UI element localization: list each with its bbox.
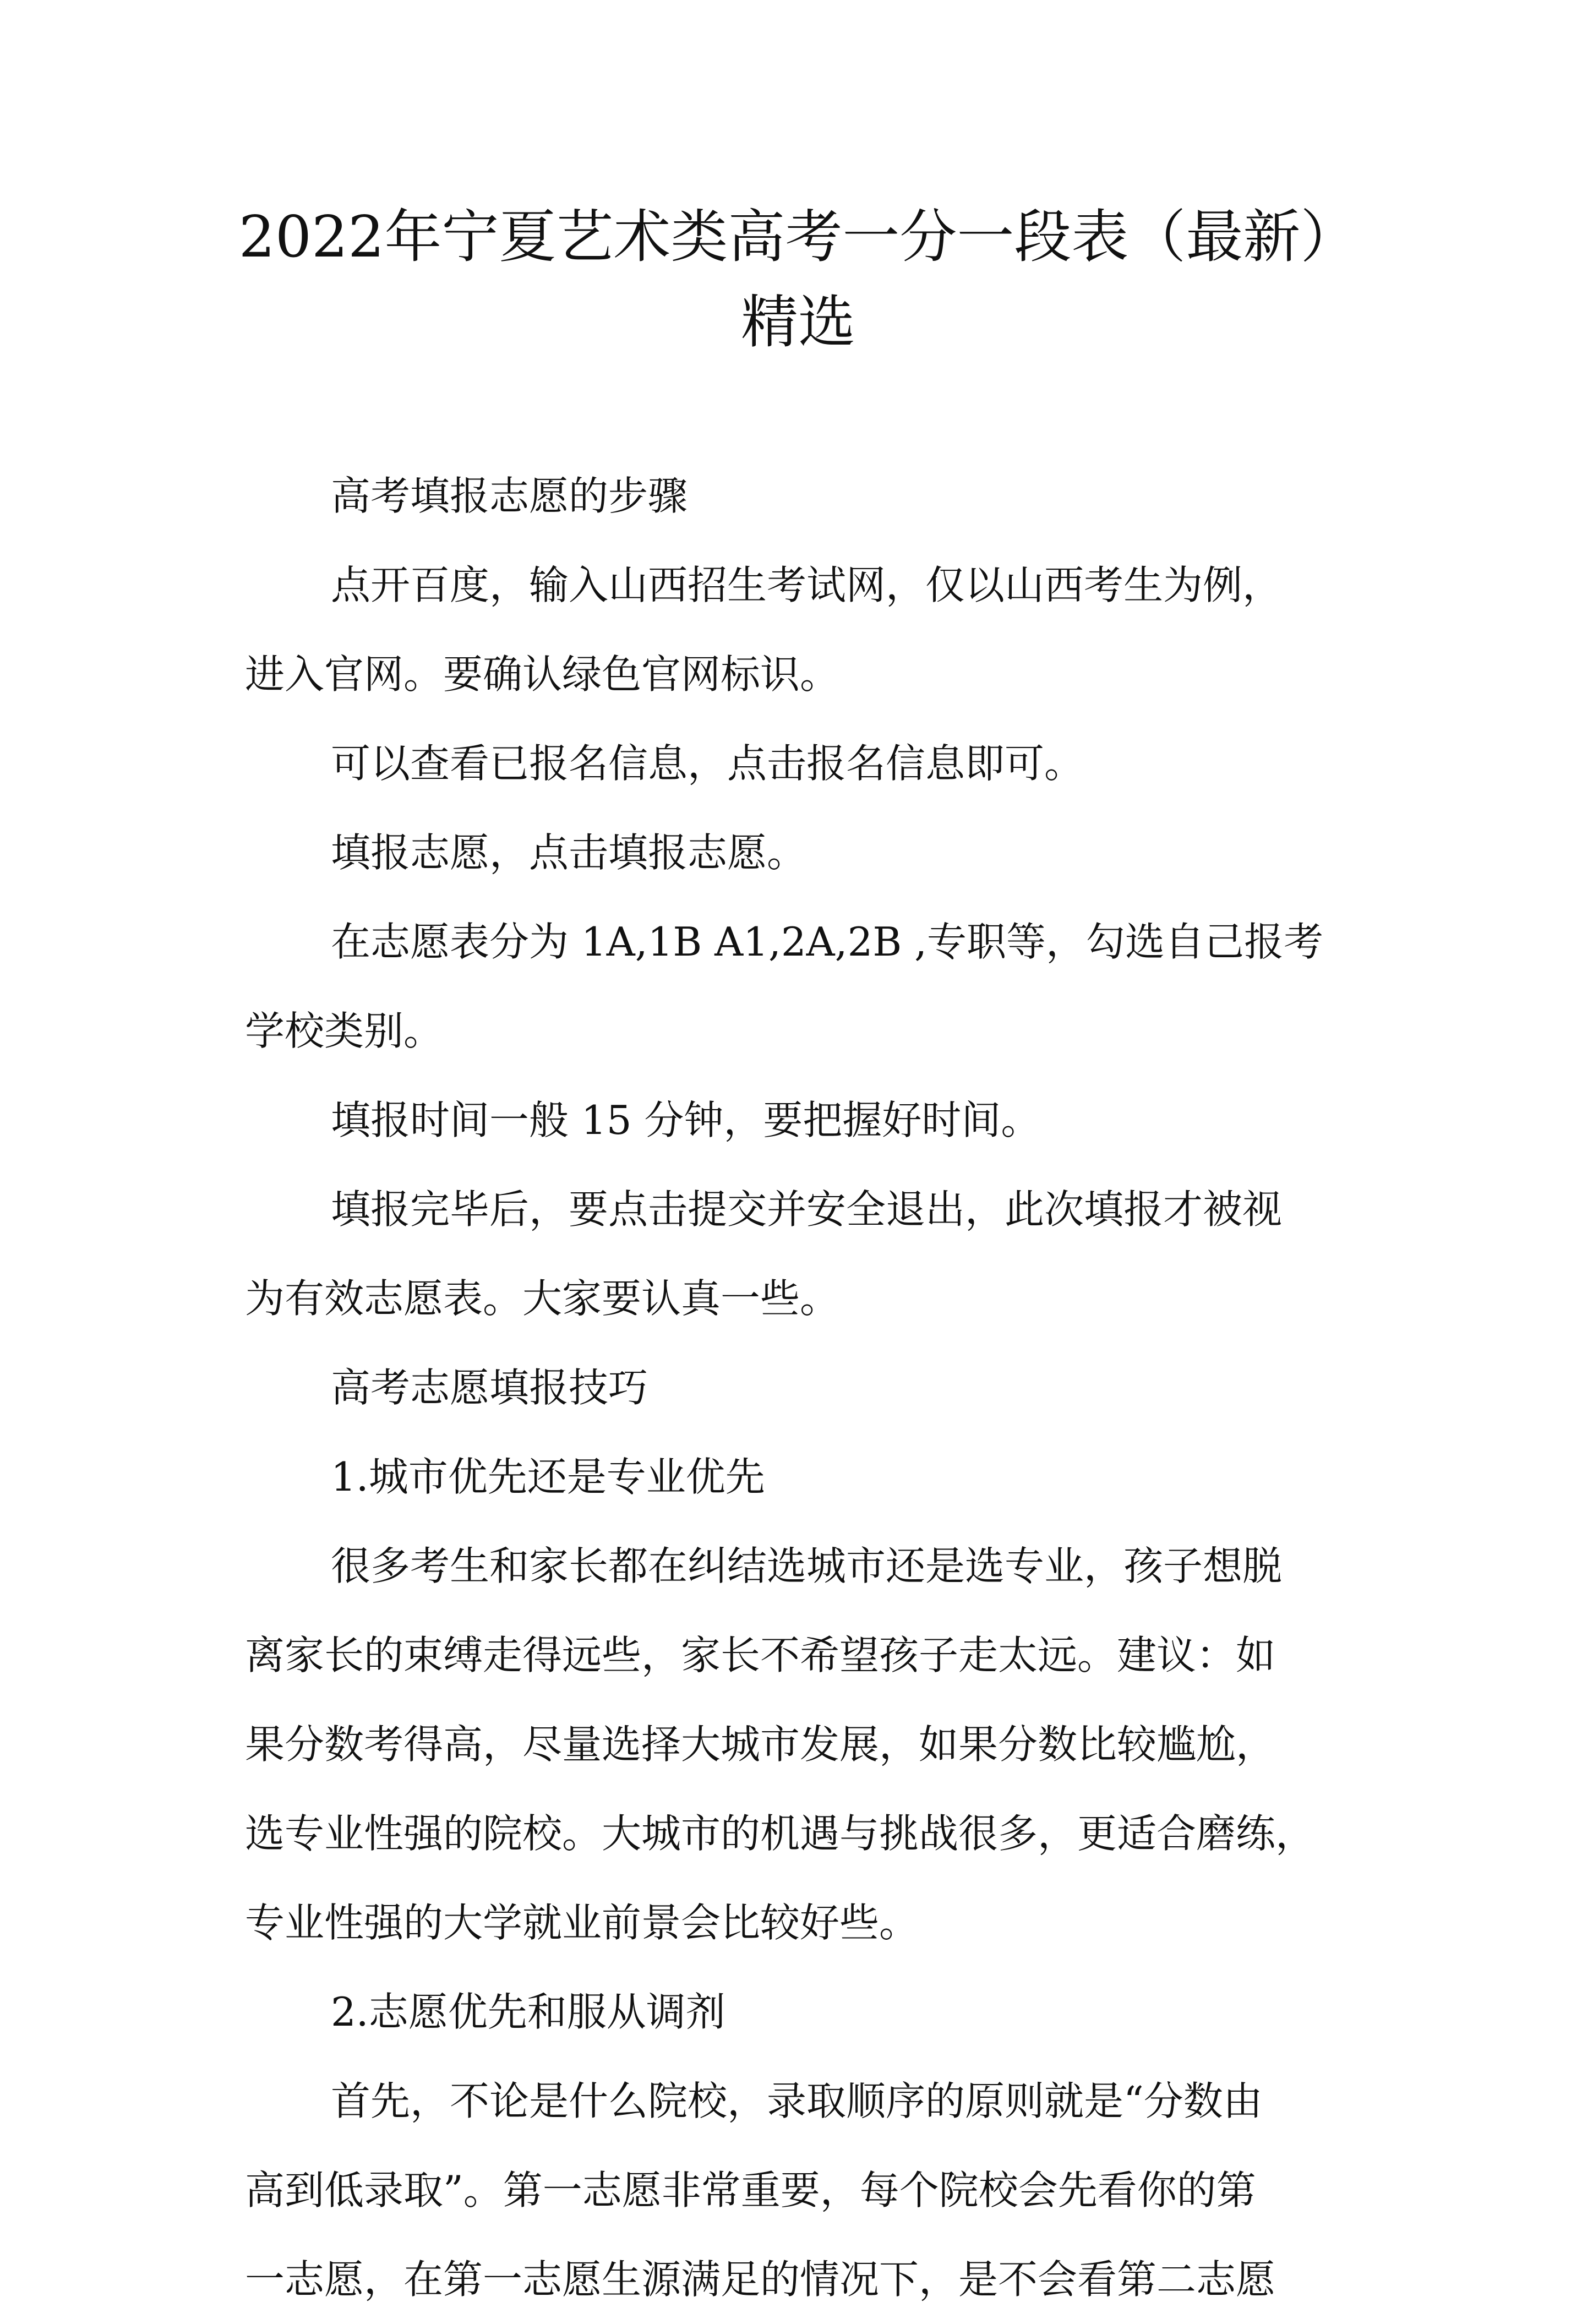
paragraph-line: 可以查看已报名信息，点击报名信息即可。 [331,740,1084,787]
paragraph-line: 很多考生和家长都在纠结选城市还是选专业，孩子想脱 [331,1543,1283,1589]
paragraph-line: 高到低录取”。第一志愿非常重要，每个院校会先看你的第 [245,2167,1256,2213]
document-title-line-1: 2022年宁夏艺术类高考一分一段表（最新） [238,203,1358,270]
paragraph-line: 果分数考得高，尽量选择大城市发展，如果分数比较尴尬， [245,1721,1276,1767]
document-body [245,451,1362,2324]
subsection-heading: 1.城市优先还是专业优先 [331,1454,765,1500]
paragraph-line: 点开百度，输入山西招生考试网，仅以山西考生为例， [331,562,1283,608]
paragraph-line: 专业性强的大学就业前景会比较好些。 [245,1900,919,1946]
paragraph-line: 进入官网。要确认绿色官网标识。 [245,651,840,697]
paragraph-line: 填报完毕后，要点击提交并安全退出，此次填报才被视 [331,1186,1283,1232]
paragraph-line: 填报时间一般 15 分钟，要把握好时间。 [331,1097,1041,1143]
paragraph-line: 填报志愿，点击填报志愿。 [331,830,807,876]
paragraph-line: 离家长的束缚走得远些，家长不希望孩子走太远。建议：如 [245,1632,1276,1678]
paragraph-line: 为有效志愿表。大家要认真一些。 [245,1275,840,1322]
subsection-heading: 2.志愿优先和服从调剂 [331,1989,725,2035]
paragraph-line: 在志愿表分为 1A,1B A1,2A,2B ,专职等，勾选自己报考 [331,919,1324,965]
paragraph-line: 学校类别。 [245,1008,444,1054]
paragraph-line: 一志愿，在第一志愿生源满足的情况下，是不会看第二志愿 [245,2256,1276,2303]
document-title-line-2: 精选 [740,288,855,356]
section-heading: 高考填报志愿的步骤 [331,473,688,519]
paragraph-line: 首先，不论是什么院校，录取顺序的原则就是“分数由 [331,2078,1263,2124]
paragraph-line: 选专业性强的院校。大城市的机遇与挑战很多，更适合磨练， [245,1810,1316,1857]
section-heading: 高考志愿填报技巧 [331,1365,648,1411]
